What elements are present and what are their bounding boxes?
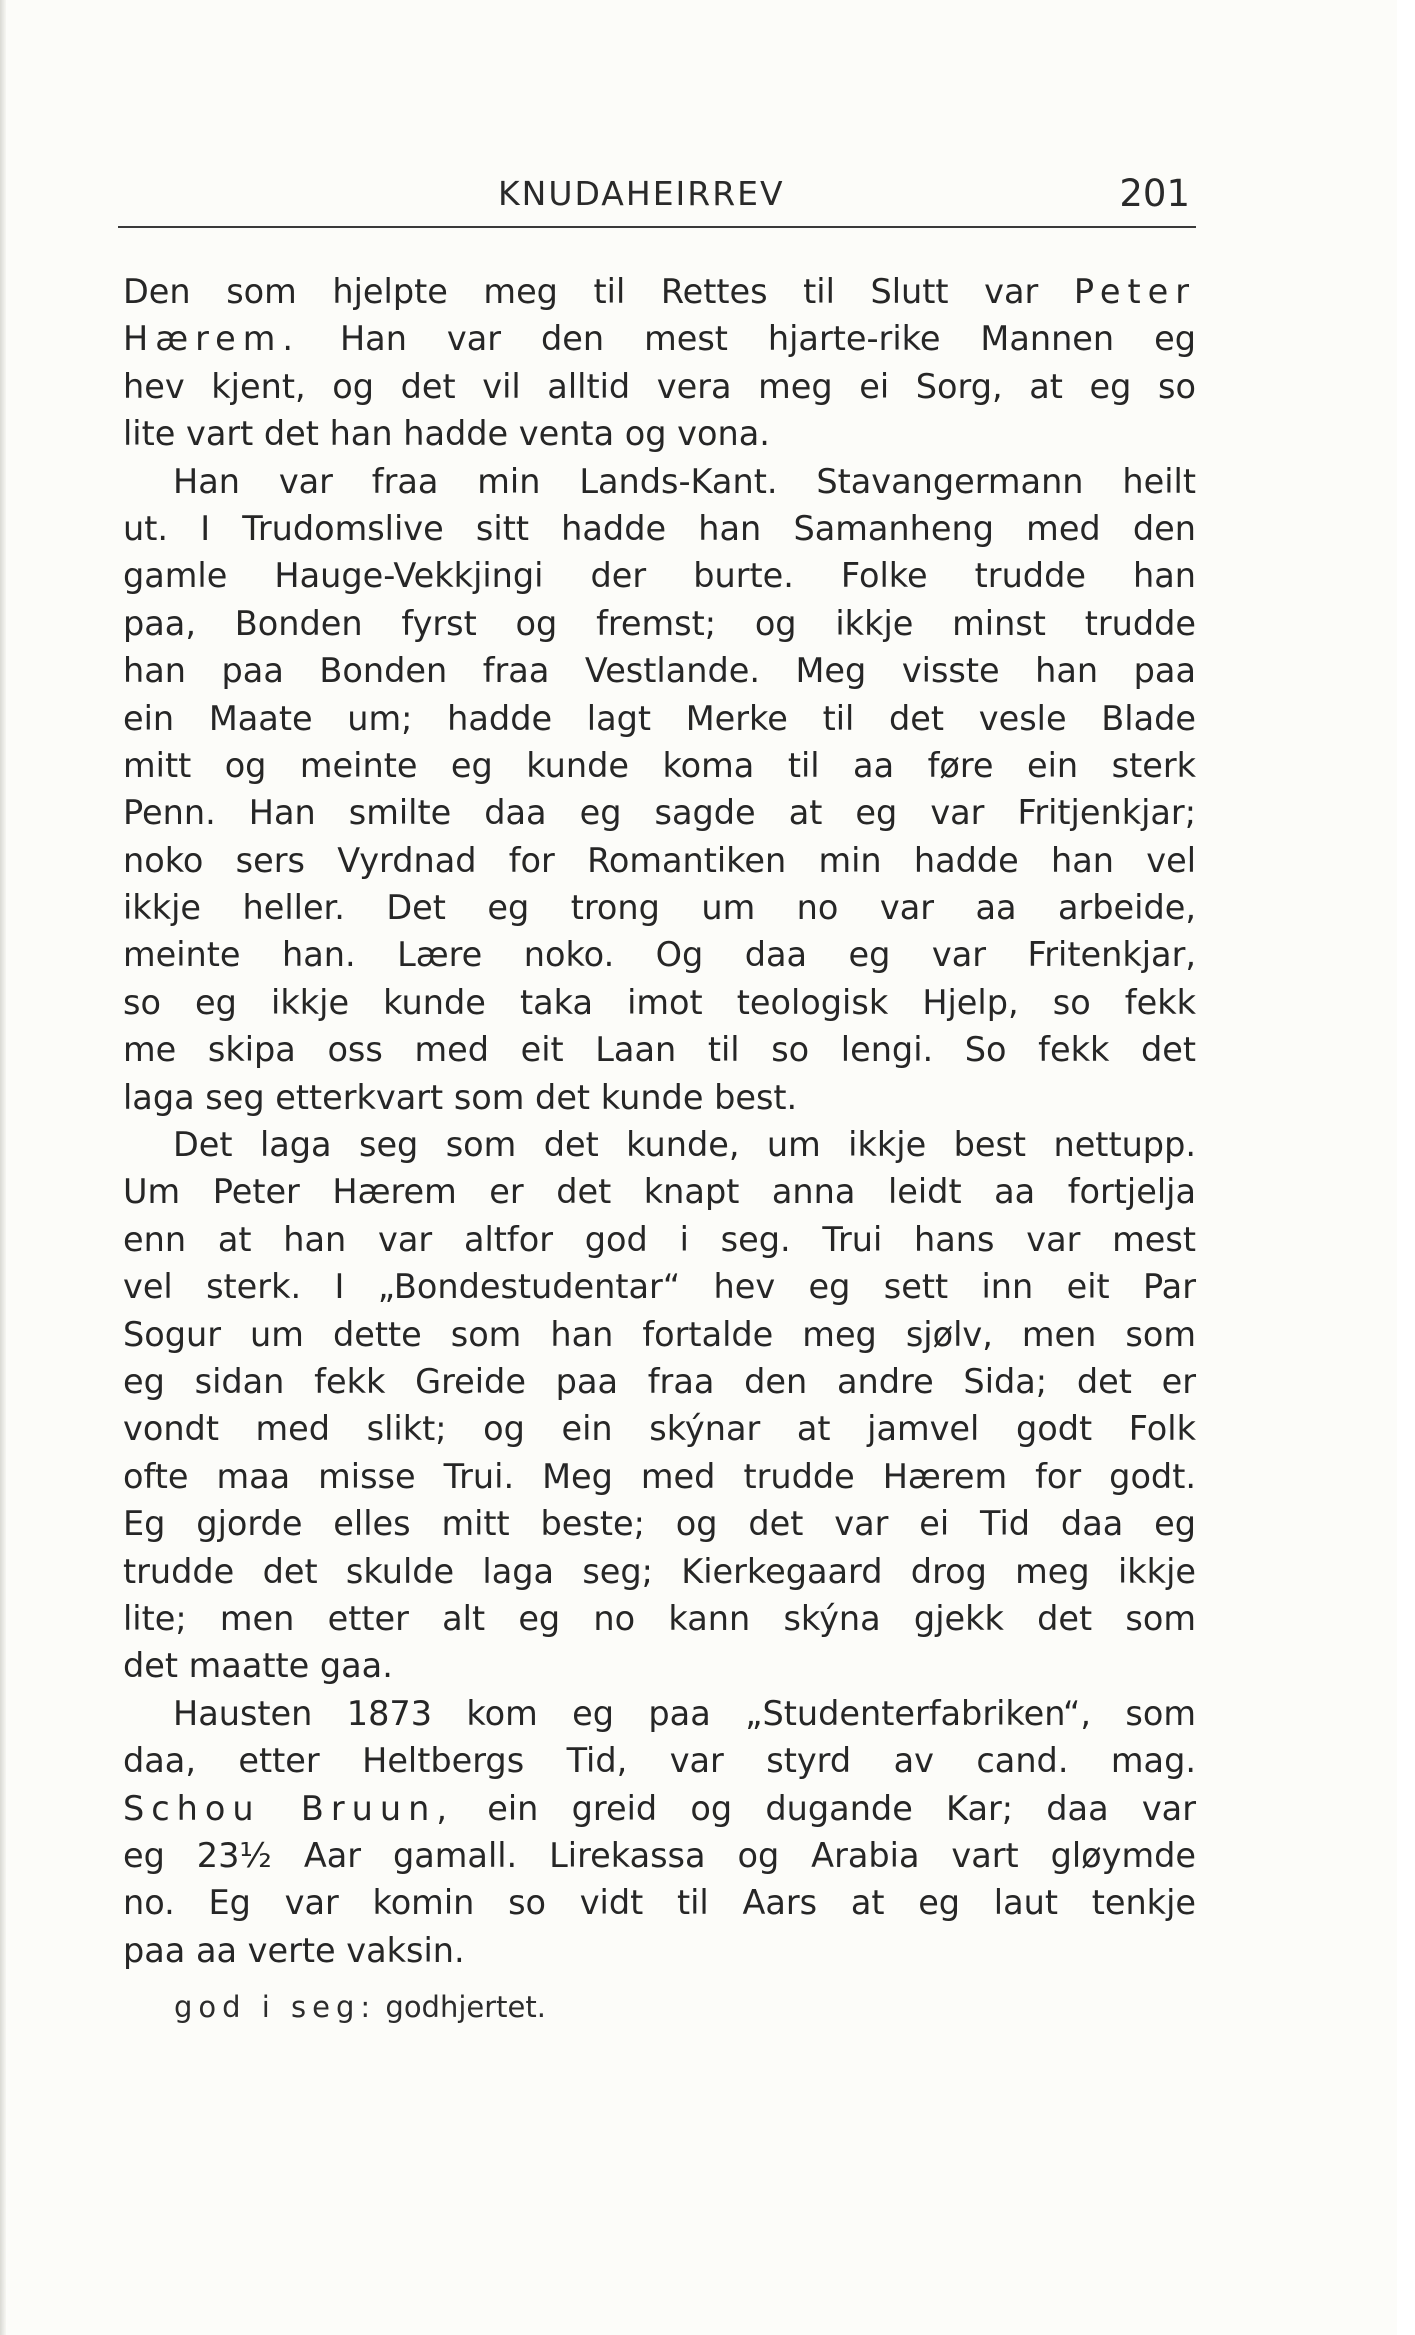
text-segment: ikkje heller. Det eg trong um no var aa arbeide, (123, 888, 1196, 928)
text-line (123, 837, 1196, 884)
text-segment: ein Maate um; hadde lagt Merke til det vesle Blade (123, 698, 1196, 738)
spaced-name: Hærem. (123, 319, 301, 359)
text-line (123, 695, 1196, 742)
text-line (123, 1927, 1196, 1974)
text-segment: Han var den mest hjarte-rike Mannen eg (300, 319, 1196, 359)
text-line (123, 1832, 1196, 1879)
text-line (123, 742, 1196, 789)
text-segment: me skipa oss med eit Laan til so lengi. So fekk det (123, 1030, 1196, 1070)
text-line (123, 1879, 1196, 1926)
text-line (123, 1026, 1196, 1073)
text-segment: Eg gjorde elles mitt beste; og det var ei Tid daa eg (123, 1504, 1196, 1544)
text-segment: eg sidan fekk Greide paa fraa den andre Sida; det er (123, 1361, 1196, 1401)
text-line (123, 1311, 1196, 1358)
text-line (123, 1595, 1196, 1642)
text-line (123, 600, 1196, 647)
text-segment: trudde det skulde laga seg; Kierkegaard drog meg ikkje (123, 1551, 1196, 1591)
text-line (123, 647, 1196, 694)
text-segment: so eg ikkje kunde taka imot teologisk Hjelp, so fekk (123, 982, 1196, 1022)
text-line (123, 458, 1196, 505)
spaced-name: Schou Bruun, (123, 1788, 454, 1828)
text-segment: eg 23½ Aar gamall. Lirekassa og Arabia vart gløymde (123, 1835, 1196, 1875)
text-segment: Det laga seg som det kunde, um ikkje best nettupp. (173, 1125, 1196, 1165)
text-line (123, 1074, 1196, 1121)
paragraph (123, 1690, 1196, 1974)
text-segment: Den som hjelpte meg til Rettes til Slutt var (123, 272, 1074, 311)
text-line (123, 1121, 1196, 1168)
text-segment: laga seg etterkvart som det kunde best. (123, 1077, 798, 1117)
text-segment: Um Peter Hærem er det knapt anna leidt aa fortjelja (123, 1172, 1196, 1212)
text-segment: lite; men etter alt eg no kann skýna gjekk det som (123, 1598, 1196, 1638)
text-segment: lite vart det han hadde venta og vona. (123, 414, 770, 454)
text-line (123, 552, 1196, 599)
text-segment: noko sers Vyrdnad for Romantiken min hadde han vel (123, 840, 1196, 880)
text-segment: Han var fraa min Lands-Kant. Stavangermann heilt (173, 461, 1196, 501)
text-segment: no. Eg var komin so vidt til Aars at eg laut tenkje (123, 1883, 1196, 1923)
text-segment: ofte maa misse Trui. Meg med trudde Hærem for godt. (123, 1456, 1196, 1496)
text-line (123, 1216, 1196, 1263)
text-segment: gamle Hauge-Vekkjingi der burte. Folke trudde han (123, 556, 1196, 596)
spaced-name: Peter (1073, 272, 1196, 311)
text-segment: det maatte gaa. (123, 1646, 393, 1686)
text-segment: Sogur um dette som han fortalde meg sjølv, men som (123, 1314, 1196, 1354)
text-line (123, 1358, 1196, 1405)
text-segment: Hausten 1873 kom eg paa „Studenterfabriken“, som (173, 1693, 1196, 1733)
text-line (123, 1500, 1196, 1547)
paragraph (123, 458, 1196, 1121)
text-line (123, 410, 1196, 457)
text-line (123, 1785, 1196, 1832)
page-right-edge (1397, 0, 1415, 2335)
body-text (123, 268, 1196, 1974)
text-line (123, 315, 1196, 362)
text-segment: ut. I Trudomslive sitt hadde han Samanheng med den (123, 508, 1196, 548)
footnote (174, 1990, 546, 2024)
text-line (123, 1548, 1196, 1595)
paragraph (123, 1121, 1196, 1690)
running-header (118, 170, 1196, 220)
page-number: 201 (1119, 172, 1190, 215)
text-segment: meinte han. Lære noko. Og daa eg var Fritenkjar, (123, 935, 1196, 975)
text-line (123, 1642, 1196, 1689)
text-segment: enn at han var altfor god i seg. Trui hans var mest (123, 1219, 1196, 1259)
text-line (123, 884, 1196, 931)
text-segment: vondt med slikt; og ein skýnar at jamvel godt Folk (123, 1409, 1196, 1449)
text-segment: Penn. Han smilte daa eg sagde at eg var Fritjenkjar; (123, 793, 1196, 833)
text-line (123, 505, 1196, 552)
text-segment: paa aa verte vaksin. (123, 1930, 465, 1970)
footnote-definition: godhjertet. (376, 1990, 546, 2024)
header-rule (118, 226, 1196, 228)
text-line (123, 1737, 1196, 1784)
paragraph (123, 268, 1196, 458)
running-title: KNUDAHEIRREV (498, 174, 785, 213)
text-line (123, 268, 1196, 315)
text-line (123, 363, 1196, 410)
text-line (123, 1168, 1196, 1215)
text-segment: vel sterk. I „Bondestudentar“ hev eg sett inn eit Par (123, 1267, 1196, 1307)
text-line (123, 1453, 1196, 1500)
text-line (123, 979, 1196, 1026)
text-line (123, 1405, 1196, 1452)
text-line (123, 931, 1196, 978)
text-segment: daa, etter Heltbergs Tid, var styrd av cand. mag. (123, 1741, 1196, 1781)
text-line (123, 789, 1196, 836)
text-line (123, 1263, 1196, 1310)
text-segment: paa, Bonden fyrst og fremst; og ikkje minst trudde (123, 603, 1196, 643)
footnote-term: god i seg: (174, 1990, 377, 2024)
page-left-edge (0, 0, 6, 2335)
text-segment: han paa Bonden fraa Vestlande. Meg visste han paa (123, 651, 1196, 691)
text-segment: ein greid og dugande Kar; daa var (454, 1788, 1196, 1828)
text-segment: mitt og meinte eg kunde koma til aa føre ein sterk (123, 745, 1196, 785)
text-segment: hev kjent, og det vil alltid vera meg ei Sorg, at eg so (123, 366, 1196, 406)
text-line (123, 1690, 1196, 1737)
